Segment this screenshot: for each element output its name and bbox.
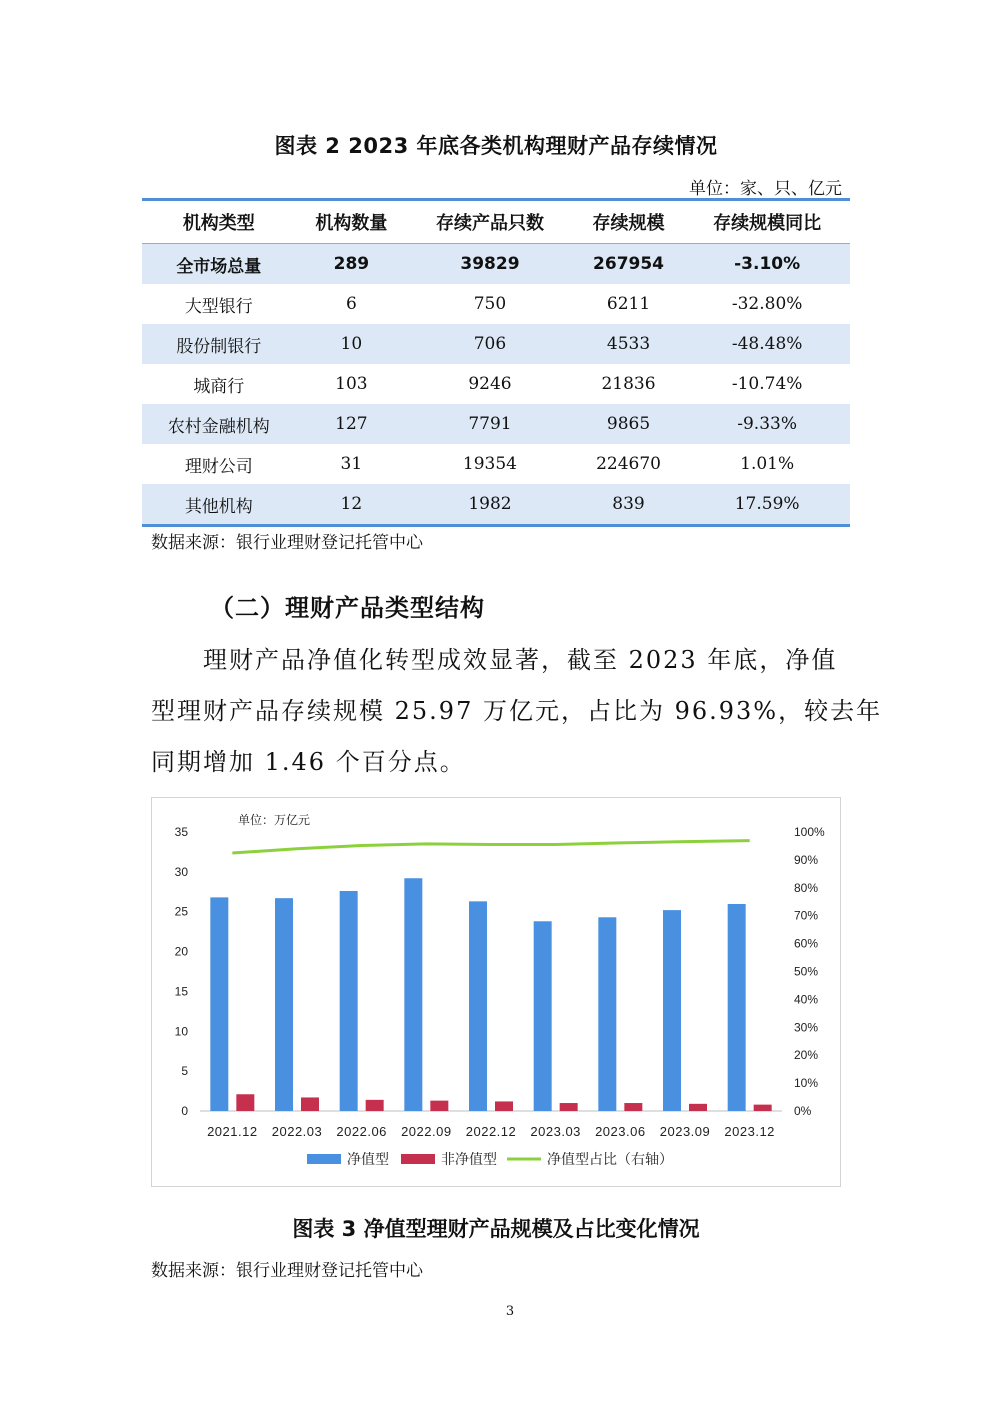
bar-non-net-value <box>624 1103 642 1111</box>
cell: 其他机构 <box>142 484 296 526</box>
cell: 全市场总量 <box>142 244 296 285</box>
cell: 6211 <box>606 294 651 314</box>
chart-unit-label: 单位：万亿元 <box>238 813 311 827</box>
paragraph-line: 型理财产品存续规模 25.97 万亿元，占比为 96.93%，较去年 <box>151 697 883 725</box>
x-tick-label: 2023.12 <box>724 1124 775 1139</box>
bar-net-value <box>469 901 487 1111</box>
y-left-tick-label: 0 <box>181 1104 188 1118</box>
table-source-note: 数据来源：银行业理财登记托管中心 <box>151 533 423 553</box>
cell: 31 <box>340 454 363 474</box>
chart-source-note: 数据来源：银行业理财登记托管中心 <box>151 1261 423 1281</box>
bar-non-net-value <box>495 1101 513 1111</box>
cell: 10 <box>296 324 407 364</box>
y-right-tick-label: 70% <box>794 908 819 923</box>
y-left-tick-label: 5 <box>181 1064 188 1079</box>
header-scale: 存续规模 <box>573 200 684 244</box>
cell: 17.59% <box>684 484 850 526</box>
cell: 4533 <box>573 324 684 364</box>
cell: 9865 <box>573 404 684 444</box>
y-right-tick-label: 90% <box>794 852 819 867</box>
bar-net-value <box>663 910 681 1111</box>
bar-net-value <box>404 878 422 1111</box>
page-number: 3 <box>505 1304 515 1319</box>
x-tick-label: 2021.12 <box>207 1124 258 1139</box>
cell: -48.48% <box>684 324 850 364</box>
x-tick-label: 2022.06 <box>336 1124 387 1139</box>
y-right-tick-label: 80% <box>794 880 819 895</box>
x-tick-label: 2023.03 <box>530 1124 581 1139</box>
cell: 103 <box>335 374 368 394</box>
y-right-tick-label: 50% <box>794 964 819 979</box>
y-right-tick-label: 0% <box>794 1104 812 1118</box>
cell: 7791 <box>407 404 573 444</box>
cell: 12 <box>296 484 407 526</box>
bar-net-value <box>275 898 293 1111</box>
header-institution-type: 机构类型 <box>142 200 296 244</box>
paragraph-line: 同期增加 1.46 个百分点。 <box>151 748 466 776</box>
y-right-tick-label: 100% <box>794 825 825 839</box>
bar-non-net-value <box>301 1097 319 1111</box>
section-heading: （二）理财产品类型结构 <box>210 594 485 622</box>
cell: 839 <box>573 484 684 526</box>
legend-swatch <box>401 1154 435 1164</box>
y-left-tick-label: 30 <box>174 864 188 879</box>
bar-non-net-value <box>689 1104 707 1111</box>
table-row <box>142 484 850 526</box>
x-tick-label: 2022.03 <box>271 1124 323 1139</box>
cell: -10.74% <box>731 374 803 394</box>
bar-net-value <box>340 891 358 1111</box>
y-right-tick-label: 10% <box>794 1076 819 1091</box>
table-header-row <box>142 200 850 244</box>
cell: -9.33% <box>684 404 850 444</box>
x-tick-label: 2022.09 <box>401 1124 452 1139</box>
paragraph-line: 理财产品净值化转型成效显著，截至 2023 年底，净值 <box>203 646 838 674</box>
line-net-value-share <box>232 841 749 853</box>
cell: 理财公司 <box>184 456 253 477</box>
institution-table <box>142 198 850 527</box>
table-row <box>142 324 850 364</box>
y-right-tick-label: 20% <box>794 1048 819 1063</box>
x-tick-label: 2022.12 <box>465 1124 517 1139</box>
table-row <box>142 444 850 484</box>
y-left-tick-label: 25 <box>174 904 188 919</box>
cell: -32.80% <box>731 294 803 314</box>
cell: 39829 <box>407 244 573 285</box>
bar-non-net-value <box>236 1094 254 1111</box>
legend-label: 净值型 <box>347 1152 389 1168</box>
cell: 大型银行 <box>184 296 253 317</box>
cell: 9246 <box>468 374 512 394</box>
y-right-tick-label: 30% <box>794 1020 819 1035</box>
table-title: 图表 2 2023 年底各类机构理财产品存续情况 <box>274 134 718 158</box>
bar-net-value <box>210 897 228 1111</box>
cell: 750 <box>473 294 507 314</box>
x-tick-label: 2023.09 <box>659 1124 711 1139</box>
bar-non-net-value <box>754 1105 772 1111</box>
bar-net-value <box>534 921 552 1111</box>
y-left-tick-label: 10 <box>174 1024 188 1039</box>
y-right-tick-label: 40% <box>794 992 819 1007</box>
table-row <box>142 404 850 444</box>
y-left-tick-label: 35 <box>174 825 188 839</box>
chart-container <box>151 797 841 1187</box>
cell: -3.10% <box>684 244 850 285</box>
cell: 农村金融机构 <box>142 404 296 444</box>
y-left-tick-label: 15 <box>174 984 188 999</box>
cell: 289 <box>296 244 407 285</box>
cell: 6 <box>345 294 357 314</box>
bar-non-net-value <box>560 1103 578 1111</box>
y-right-tick-label: 60% <box>794 936 819 951</box>
legend-label: 非净值型 <box>441 1152 497 1168</box>
cell: 127 <box>296 404 407 444</box>
bar-non-net-value <box>366 1100 384 1111</box>
cell: 21836 <box>601 374 656 394</box>
legend-swatch <box>307 1154 341 1164</box>
header-scale-yoy: 存续规模同比 <box>684 200 850 244</box>
cell: 城商行 <box>193 376 245 397</box>
header-product-count: 存续产品只数 <box>407 200 573 244</box>
bar-non-net-value <box>430 1101 448 1111</box>
bar-net-value <box>728 904 746 1111</box>
chart-caption: 图表 3 净值型理财产品规模及占比变化情况 <box>292 1217 700 1241</box>
header-institution-count: 机构数量 <box>296 200 407 244</box>
cell: 19354 <box>462 454 517 474</box>
cell: 股份制银行 <box>142 324 296 364</box>
cell: 706 <box>407 324 573 364</box>
table-unit-note: 单位：家、只、亿元 <box>689 179 842 199</box>
legend-label: 净值型占比（右轴） <box>547 1152 673 1168</box>
cell: 267954 <box>573 244 684 285</box>
table-row <box>142 284 850 324</box>
y-left-tick-label: 20 <box>174 944 188 959</box>
bar-net-value <box>598 917 616 1111</box>
table-row <box>142 244 850 285</box>
cell: 224670 <box>596 454 661 474</box>
chart-svg <box>152 798 840 1186</box>
cell: 1.01% <box>740 454 795 474</box>
table-row <box>142 364 850 404</box>
x-tick-label: 2023.06 <box>595 1124 646 1139</box>
cell: 1982 <box>407 484 573 526</box>
